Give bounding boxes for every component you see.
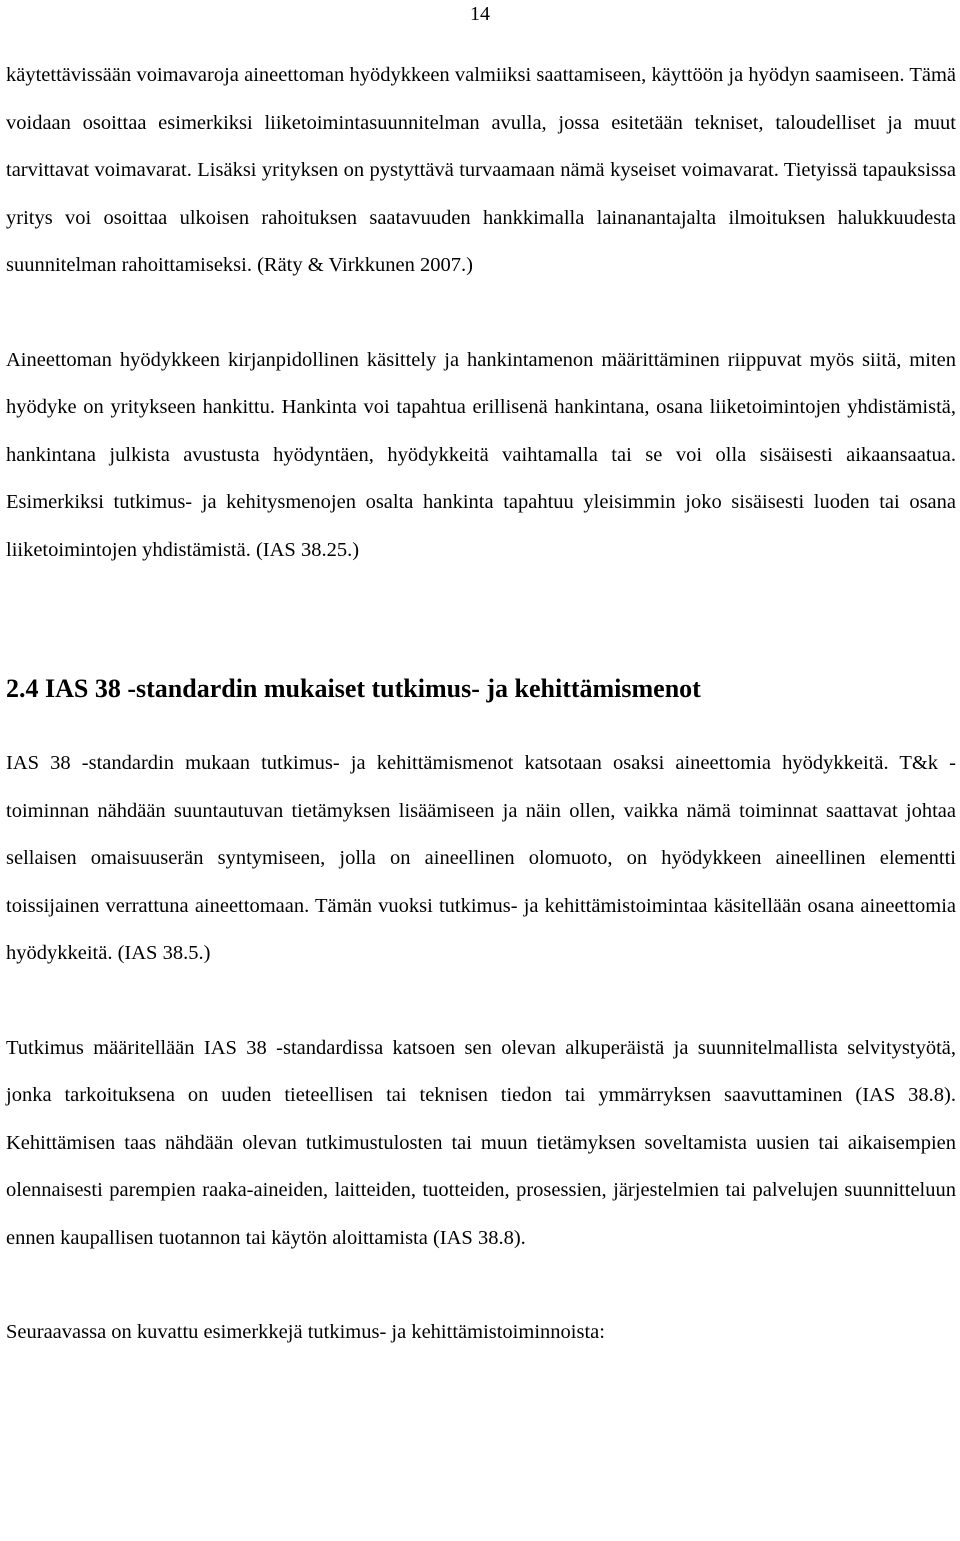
paragraph-4: Tutkimus määritellään IAS 38 -standardissa katsoen sen olevan alkuperäistä ja suunnitelmallista selvitystyötä, jonka tarkoituksena on uuden tieteellisen tai teknisen tiedon tai ymmärryksen saavuttaminen (IAS 38.8). Kehittämisen taas nähdään olevan tutkimustulosten tai muun tietämyksen soveltamista uusien tai aikaisempien olennaisesti parempien raaka-aineiden, laitteiden, tuotteiden, prosessien, järjestelmien tai palvelujen suunnitteluun ennen kaupallisen tuotannon tai käytön aloittamista (IAS 38.8). (6, 1036, 956, 1249)
heading-spacer (6, 708, 956, 740)
paragraph-spacer (6, 978, 956, 1025)
section-heading: 2.4 IAS 38 -standardin mukaiset tutkimus- ja kehittämismenot (6, 674, 701, 703)
paragraph-5: Seuraavassa on kuvattu esimerkkejä tutkimus- ja kehittämistoiminnoista: (6, 1321, 605, 1343)
section-spacer (6, 574, 956, 670)
paragraph-3: IAS 38 -standardin mukaan tutkimus- ja kehittämismenot katsotaan osaksi aineettomia hyödykkeitä. T&k -toiminnan nähdään suuntautuvan tietämyksen lisäämiseen ja näin ollen, vaikka nämä toiminnat saattavat johtaa sellaisen omaisuuserän syntymiseen, jolla on aineellinen olomuoto, on hyödykkeen aineellinen elementti toissijainen verrattuna aineettomaan. Tämän vuoksi tutkimus- ja kehittämistoimintaa käsitellään osana aineettomia hyödykkeitä. (IAS 38.5.) (6, 752, 956, 964)
paragraph-spacer (6, 1262, 956, 1309)
paragraph-2: Aineettoman hyödykkeen kirjanpidollinen käsittely ja hankintamenon määrittäminen riippuvat myös siitä, miten hyödyke on yritykseen hankittu. Hankinta voi tapahtua erillisenä hankintana, osana liiketoimintojen yhdistämistä, hankintana julkista avustusta hyödyntäen, hyödykkeitä vaihtamalla tai se voi olla sisäisesti aikaansaatua. Esimerkiksi tutkimus- ja kehitysmenojen osalta hankinta tapahtuu yleisimmin joko sisäisesti luoden tai osana liiketoimintojen yhdistämistä. (IAS 38.25.) (6, 348, 956, 561)
paragraph-1: käytettävissään voimavaroja aineettoman hyödykkeen valmiiksi saattamiseen, käyttöön ja hyödyn saamiseen. Tämä voidaan osoittaa esimerkiksi liiketoimintasuunnitelman avulla, jossa esitetään tekniset, taloudelliset ja muut tarvittavat voimavarat. Lisäksi yrityksen on pystyttävä turvaamaan nämä kyseiset voimavarat. Tietyissä tapauksissa yritys voi osoittaa ulkoisen rahoituksen saatavuuden hankkimalla lainanantajalta ilmoituksen halukkuudesta suunnitelman rahoittamiseksi. (Räty & Virkkunen 2007.) (6, 64, 956, 276)
document-body (6, 52, 956, 1357)
paragraph-spacer (6, 290, 956, 337)
page-number: 14 (470, 3, 490, 25)
